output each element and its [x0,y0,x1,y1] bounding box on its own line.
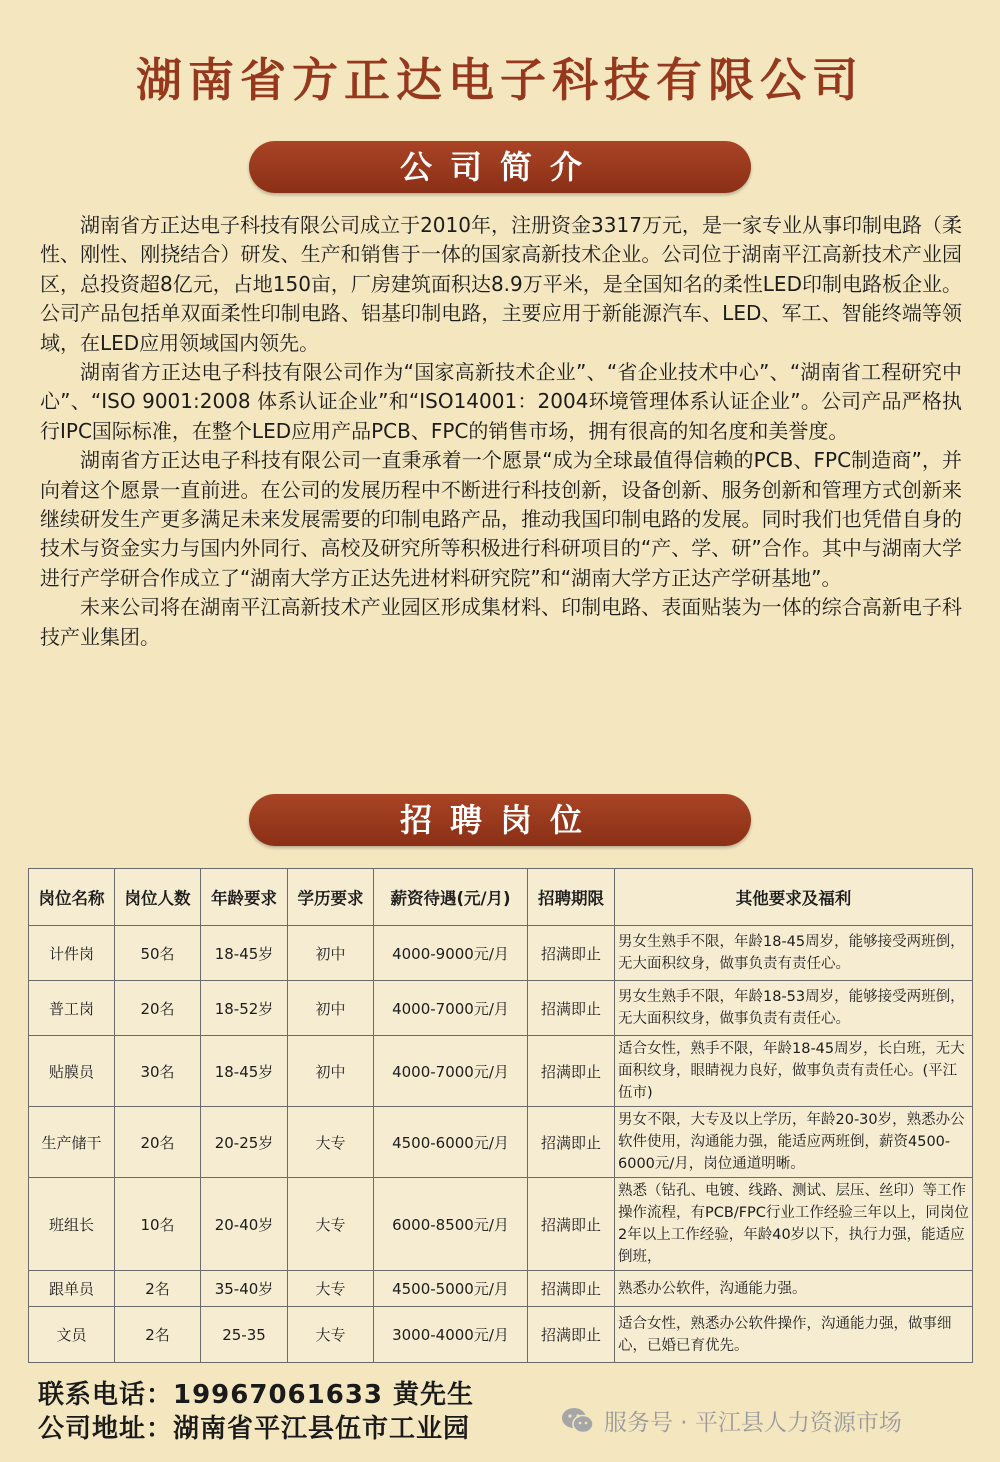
cell-education: 大专 [288,1107,374,1178]
cell-salary: 3000-4000元/月 [374,1307,528,1363]
cell-deadline: 招满即止 [528,926,615,981]
cell-deadline: 招满即止 [528,1307,615,1363]
cell-education: 初中 [288,926,374,981]
cell-count: 10名 [115,1178,201,1271]
cell-requirements: 男女生熟手不限，年龄18-53周岁，能够接受两班倒，无大面积纹身，做事负责有责任心。 [615,981,973,1036]
cell-age: 20-40岁 [201,1178,288,1271]
cell-requirements: 男女生熟手不限，年龄18-45周岁，能够接受两班倒，无大面积纹身，做事负责有责任心。 [615,926,973,981]
cell-position: 贴膜员 [29,1036,115,1107]
cell-count: 30名 [115,1036,201,1107]
table-row [29,1036,973,1107]
intro-heading-banner: 公司简介 [249,141,751,193]
table-row [29,1271,973,1307]
cell-age: 18-52岁 [201,981,288,1036]
intro-paragraph: 湖南省方正达电子科技有限公司一直秉承着一个愿景“成为全球最值得信赖的PCB、FPC制造商”，并向着这个愿景一直前进。在公司的发展历程中不断进行科技创新，设备创新、服务创新和管理方式创新来继续研发生产更多满足未来发展需要的印制电路产品，推动我国印制电路的发展。同时我们也凭借自身的技术与资金实力与国内外同行、高校及研究所等积极进行科研项目的“产、学、研”合作。其中与湖南大学进行产学研合作成立了“湖南大学方正达先进材料研究院”和“湖南大学方正达产学研基地”。 [40,448,962,590]
cell-count: 20名 [115,1107,201,1178]
table-row [29,1107,973,1178]
header-age: 年龄要求 [201,869,288,926]
header-deadline: 招聘期限 [528,869,615,926]
cell-age: 18-45岁 [201,1036,288,1107]
cell-position: 文员 [29,1307,115,1363]
table-row [29,1307,973,1363]
table-header-row [29,869,973,926]
cell-position: 生产储干 [29,1107,115,1178]
cell-requirements: 熟悉办公软件，沟通能力强。 [615,1271,973,1307]
cell-count: 2名 [115,1271,201,1307]
cell-education: 初中 [288,1036,374,1107]
cell-education: 大专 [288,1307,374,1363]
cell-salary: 4500-6000元/月 [374,1107,528,1178]
cell-salary: 4000-7000元/月 [374,1036,528,1107]
cell-age: 18-45岁 [201,926,288,981]
cell-deadline: 招满即止 [528,981,615,1036]
cell-position: 跟单员 [29,1271,115,1307]
cell-deadline: 招满即止 [528,1178,615,1271]
header-requirements: 其他要求及福利 [615,869,973,926]
header-education: 学历要求 [288,869,374,926]
cell-requirements: 适合女性，熟手不限，年龄18-45周岁，长白班，无大面积纹身，眼睛视力良好，做事负责有责任心。(平江伍市) [615,1036,973,1107]
table-row [29,981,973,1036]
company-title: 湖南省方正达电子科技有限公司 [136,53,864,107]
cell-salary: 4500-5000元/月 [374,1271,528,1307]
cell-education: 大专 [288,1178,374,1271]
cell-position: 计件岗 [29,926,115,981]
wechat-icon [560,1406,596,1436]
cell-count: 50名 [115,926,201,981]
header-position: 岗位名称 [29,869,115,926]
company-address: 公司地址：湖南省平江县伍市工业园 [38,1414,471,1444]
cell-deadline: 招满即止 [528,1271,615,1307]
cell-requirements: 熟悉（钻孔、电镀、线路、测试、层压、丝印）等工作操作流程，有PCB/FPC行业工作经验三年以上，同岗位2年以上工作经验，年龄40岁以下，执行力强，能适应倒班， [615,1178,973,1271]
cell-age: 25-35 [201,1307,288,1363]
jobs-table [28,868,973,1363]
intro-paragraph: 未来公司将在湖南平江高新技术产业园区形成集材料、印制电路、表面贴装为一体的综合高新电子科技产业集团。 [40,595,962,649]
table-row [29,926,973,981]
cell-deadline: 招满即止 [528,1036,615,1107]
cell-position: 班组长 [29,1178,115,1271]
company-intro [40,211,962,652]
cell-position: 普工岗 [29,981,115,1036]
intro-paragraph: 湖南省方正达电子科技有限公司成立于2010年，注册资金3317万元，是一家专业从事印制电路（柔性、刚性、刚挠结合）研发、生产和销售于一体的国家高新技术企业。公司位于湖南平江高新技术产业园区，总投资超8亿元，占地150亩，厂房建筑面积达8.9万平米，是全国知名的柔性LED印制电路板企业。公司产品包括单双面柔性印制电路、铝基印制电路，主要应用于新能源汽车、LED、军工、智能终端等领域，在LED应用领域国内领先。 [40,213,962,355]
contact-phone: 联系电话：19967061633 黄先生 [38,1380,475,1410]
intro-paragraph: 湖南省方正达电子科技有限公司作为“国家高新技术企业”、“省企业技术中心”、“湖南省工程研究中心”、“ISO 9001:2008 体系认证企业”和“ISO14001：2004环境管理体系认证企业”。公司产品严格执行IPC国际标准，在整个LED应用产品PCB、FPC的销售市场，拥有很高的知名度和美誉度。 [40,360,962,443]
table-row [29,1178,973,1271]
cell-education: 初中 [288,981,374,1036]
cell-salary: 4000-7000元/月 [374,981,528,1036]
cell-salary: 6000-8500元/月 [374,1178,528,1271]
cell-education: 大专 [288,1271,374,1307]
header-count: 岗位人数 [115,869,201,926]
cell-age: 20-25岁 [201,1107,288,1178]
wechat-watermark [560,1404,902,1437]
cell-requirements: 适合女性，熟悉办公软件操作，沟通能力强，做事细心，已婚已育优先。 [615,1307,973,1363]
watermark-text: 服务号 · 平江县人力资源市场 [604,1410,902,1436]
cell-age: 35-40岁 [201,1271,288,1307]
cell-deadline: 招满即止 [528,1107,615,1178]
cell-count: 20名 [115,981,201,1036]
jobs-heading-banner: 招聘岗位 [249,794,751,846]
cell-count: 2名 [115,1307,201,1363]
cell-salary: 4000-9000元/月 [374,926,528,981]
cell-requirements: 男女不限，大专及以上学历，年龄20-30岁，熟悉办公软件使用，沟通能力强，能适应两班倒，薪资4500-6000元/月，岗位通道明晰。 [615,1107,973,1178]
header-salary: 薪资待遇(元/月) [374,869,528,926]
